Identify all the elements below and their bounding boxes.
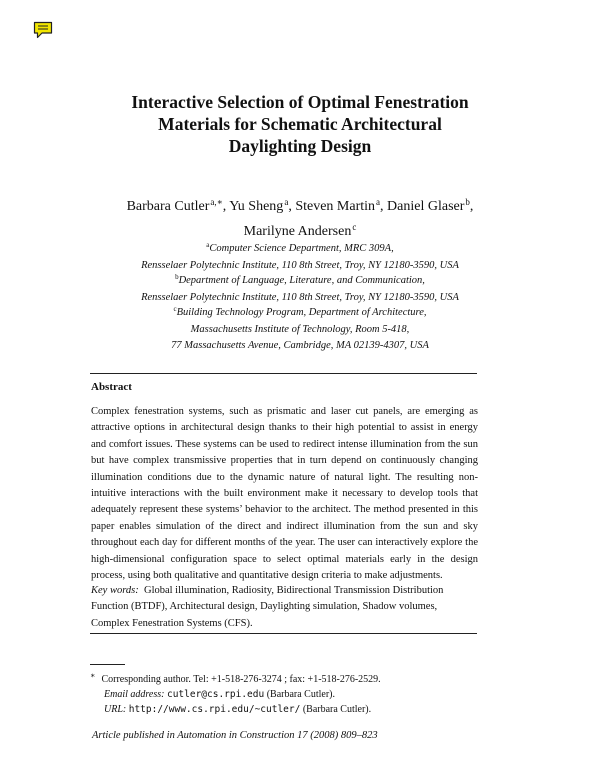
- author-name: Marilyne Andersen: [243, 224, 352, 239]
- footnote-mark: ∗: [90, 671, 96, 680]
- affiliation-line: Rensselaer Polytechnic Institute, 110 8th Street, Troy, NY 12180-3590, USA: [141, 259, 459, 271]
- author-name: Barbara Cutler: [126, 199, 210, 214]
- abstract-bottom-rule: [90, 633, 477, 634]
- title-line: Daylighting Design: [228, 136, 372, 156]
- affiliation-line: Rensselaer Polytechnic Institute, 110 8th Street, Troy, NY 12180-3590, USA: [141, 291, 459, 303]
- footnote-rule: [90, 664, 125, 665]
- paper-title: [0, 91, 600, 157]
- author-name: Yu Sheng: [229, 199, 284, 214]
- author-name: Steven Martin: [295, 199, 376, 214]
- author-affil-mark: a: [284, 197, 289, 207]
- url-label: URL:: [104, 704, 127, 715]
- affiliation-mark: a: [206, 241, 210, 249]
- author-list: Barbara Cutler$^{a,∗}$, Yu Sheng$^a$, Steven Martin$^a$, Daniel Glaser$^b$, Marilyne Andersen$^c$: [126, 197, 474, 239]
- author-affil-mark: c: [352, 222, 357, 232]
- footnote-corresponding: Corresponding author. Tel: +1-518-276-3274 ; fax: +1-518-276-2529.: [101, 674, 381, 685]
- author-affil-mark: a: [376, 197, 381, 207]
- url-link[interactable]: http://www.cs.rpi.edu/~cutler/: [128, 704, 301, 715]
- affiliation-c: [0, 301, 600, 355]
- email-label: Email address:: [104, 689, 165, 700]
- author-affil-mark: a,∗: [210, 197, 223, 207]
- affiliation-line: Computer Science Department, MRC 309A,: [209, 243, 394, 254]
- url-owner: (Barbara Cutler).: [302, 704, 372, 715]
- author-name: Daniel Glaser: [387, 199, 465, 214]
- author-affil-mark: b: [465, 197, 470, 207]
- affiliation-line: Massachusetts Institute of Technology, Room 5-418,: [190, 323, 410, 335]
- title-line: Interactive Selection of Optimal Fenestration: [131, 92, 469, 112]
- affiliation-line: Department of Language, Literature, and Communication,: [178, 275, 425, 286]
- email-owner: (Barbara Cutler).: [266, 689, 336, 700]
- keywords-text: Global illumination, Radiosity, Bidirectional Transmission Distribution Function (BTDF), Architectural design, Daylighting simulation, Shadow volumes, Complex Fenestration Systems (CFS).: [91, 585, 444, 629]
- abstract-heading: Abstract: [91, 381, 132, 393]
- keywords-label: Key words:: [91, 585, 139, 596]
- publication-note: Article published in Automation in Construction 17 (2008) 809–823: [92, 730, 378, 741]
- affiliation-line: Building Technology Program, Department of Architecture,: [176, 307, 427, 318]
- comment-note-icon[interactable]: [33, 21, 53, 39]
- abstract-top-rule: [90, 373, 477, 374]
- affiliation-line: 77 Massachusetts Avenue, Cambridge, MA 02139-4307, USA: [171, 340, 429, 351]
- keywords: [91, 583, 478, 632]
- title-line: Materials for Schematic Architectural: [158, 114, 442, 134]
- affiliation-mark: b: [175, 273, 179, 281]
- email-link[interactable]: cutler@cs.rpi.edu: [166, 689, 265, 700]
- footnote: [90, 668, 490, 717]
- affiliation-mark: c: [173, 305, 177, 313]
- abstract-body: Complex fenestration systems, such as prismatic and laser cut panels, are emerging as attractive options in architectural design thanks to their high potential to assist in energy and comfort issues. These systems can be used to redirect intense illumination from the sun but have complex transmissive properties that in turn depend on continuously changing illumination conditions due to the dynamic nature of natural light. The resulting non-intuitive interactions with the built environment make it necessary to develop tools that adequately represent these systems’ behavior to the architect. The method presented in this paper enables simulation of the direct and indirect illumination from the sun and sky throughout each day for different months of the year. The user can interactively explore the high-dimensional configuration space to select optimal materials early in the design process, using both qualitative and quantitative design criteria to make adjustments.: [91, 406, 478, 582]
